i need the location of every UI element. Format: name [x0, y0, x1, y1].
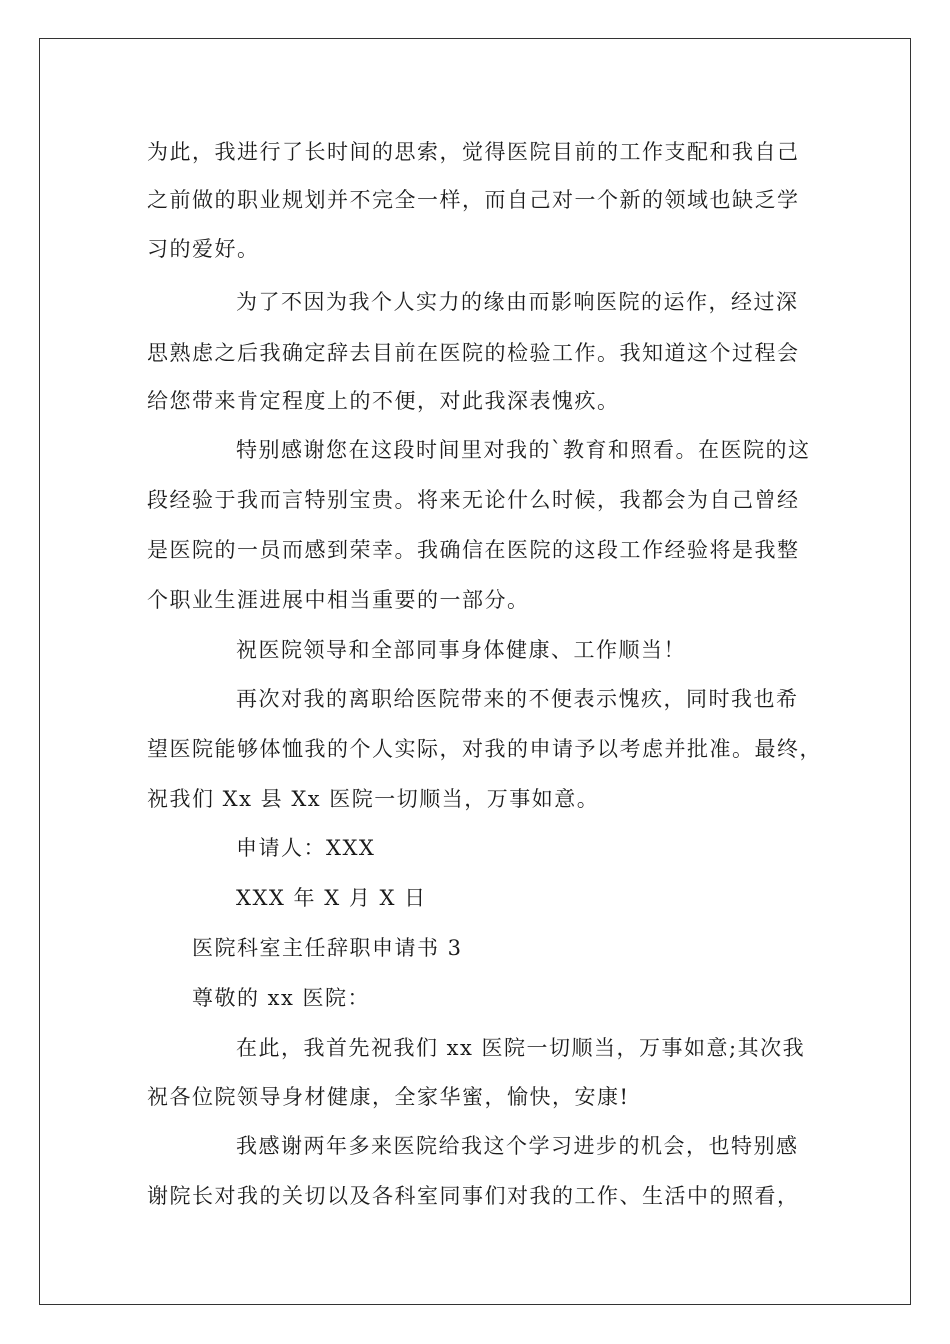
text-line: 之前做的职业规划并不完全一样，而自己对一个新的领域也缺乏学	[147, 188, 800, 212]
text-line: 谢院长对我的关切以及各科室同事们对我的工作、生活中的照看，	[147, 1184, 800, 1208]
text-line: 望医院能够体恤我的个人实际，对我的申请予以考虑并批准。最终，	[147, 737, 822, 761]
text-line: 祝我们 Xx 县 Xx 医院一切顺当，万事如意。	[147, 787, 600, 811]
text-line: 给您带来肯定程度上的不便，对此我深表愧疚。	[147, 389, 620, 413]
text-line: 祝各位院领导身材健康，全家华蜜，愉快，安康!	[147, 1085, 630, 1109]
text-line: 祝医院领导和全部同事身体健康、工作顺当！	[236, 638, 686, 662]
section-title: 医院科室主任辞职申请书 3	[192, 936, 463, 960]
text-line: 段经验于我而言特别宝贵。将来无论什么时候，我都会为自己曾经	[147, 488, 800, 512]
text-line: 特别感谢您在这段时间里对我的`教育和照看。在医院的这	[236, 438, 811, 462]
text-line: 我感谢两年多来医院给我这个学习进步的机会，也特别感	[236, 1134, 799, 1158]
text-line: 思熟虑之后我确定辞去目前在医院的检验工作。我知道这个过程会	[147, 341, 800, 365]
text-line: 为此，我进行了长时间的思索，觉得医院目前的工作支配和我自己	[147, 140, 800, 164]
page-frame	[39, 38, 911, 1305]
text-line: 是医院的一员而感到荣幸。我确信在医院的这段工作经验将是我整	[147, 538, 800, 562]
signature-applicant: 申请人：XXX	[236, 836, 376, 860]
signature-date: XXX 年 X 月 X 日	[236, 886, 427, 910]
text-line: 在此，我首先祝我们 xx 医院一切顺当，万事如意;其次我	[236, 1036, 806, 1060]
text-line: 再次对我的离职给医院带来的不便表示愧疚，同时我也希	[236, 687, 799, 711]
text-line: 个职业生涯进展中相当重要的一部分。	[147, 588, 530, 612]
text-line: 习的爱好。	[147, 237, 260, 261]
text-line: 为了不因为我个人实力的缘由而影响医院的运作，经过深	[236, 290, 799, 314]
salutation: 尊敬的 xx 医院：	[192, 986, 371, 1010]
